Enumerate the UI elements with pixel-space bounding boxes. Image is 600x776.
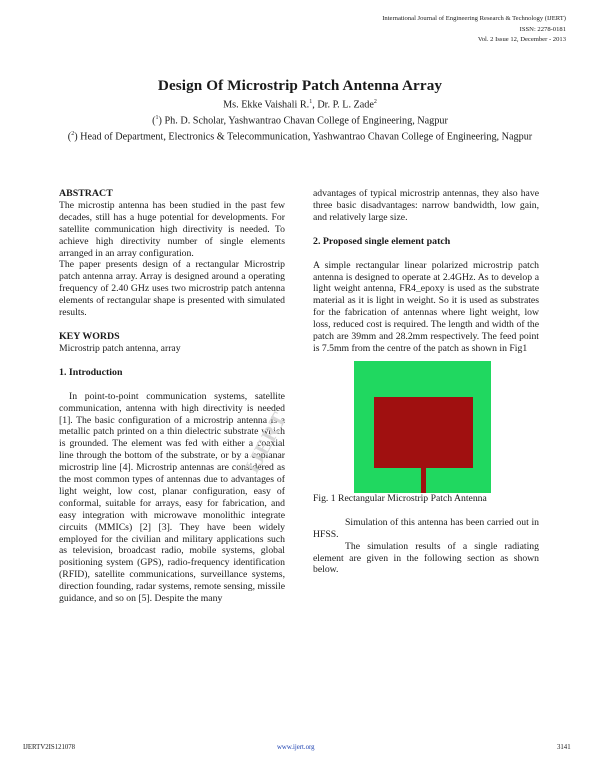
volume-issue: Vol. 2 Issue 12, December - 2013 <box>477 36 566 43</box>
abstract-paragraph-2: The paper presents design of a rectangular Microstrip patch antenna array. Array is designed around a operating frequency of 2.40 GHz uses two microstrip patch antenna elements of rectangular shape is presented with simulated results. <box>59 259 285 319</box>
keywords-heading: KEY WORDS <box>59 330 120 342</box>
author-names: Ms. Ekke Vaishali R.$^1$, Dr. P. L. Zade$^2$ <box>223 99 377 111</box>
abstract-heading: ABSTRACT <box>59 188 113 199</box>
introduction-heading: 1. Introduction <box>59 366 123 378</box>
right-column <box>313 188 539 576</box>
section-2-paragraph: A simple rectangular linear polarized microstrip patch antenna is designed to operate at 2.4GHz. As to develop a light weight antenna, FR4_epoxy is used as the substrate material as it is light in weight. So it is used as substrates for the fabrication of antennas where light weight, low loss, reduced cost is required. The length and width of the patch are 39mm and 28.2mm respectively. The feed point is 7.5mm from the centre of the patch as shown in Fig1 <box>313 259 539 354</box>
continuation-paragraph: advantages of typical microstrip antennas, they also have three basic disadvantages: narrow bandwidth, low gain, and relatively large size. <box>313 188 539 223</box>
footer-page-number: 3141 <box>557 744 571 751</box>
feed-line <box>421 468 426 493</box>
simulation-paragraph-2: The simulation results of a single radiating element are given in the following section as shown below. <box>313 540 539 576</box>
patch-element <box>374 397 473 468</box>
author-block <box>0 96 600 143</box>
figure-1-antenna <box>354 361 491 493</box>
journal-header <box>382 14 566 46</box>
figure-1-caption: Fig. 1 Rectangular Microstrip Patch Antenna <box>313 492 487 504</box>
issn: ISSN: 2278-0181 <box>519 25 566 33</box>
footer-paper-id: IJERTV2IS121078 <box>23 744 76 751</box>
affiliation-2: ($^2$) Head of Department, Electronics & Telecommunication, Yashwantrao Chavan College of Engineering, Nagpur <box>67 130 533 142</box>
left-column <box>59 188 285 605</box>
journal-name: International Journal of Engineering Research & Technology (IJERT) <box>382 15 566 22</box>
section-2-heading: 2. Proposed single element patch <box>313 235 451 247</box>
watermark: IJERT <box>239 407 292 478</box>
footer-website-link[interactable]: www.ijert.org <box>277 744 315 751</box>
abstract-paragraph-1: The microstip antenna has been studied in the past few decades, still has a huge potential for developments. For satellite communication high directivity is needed. To achieve high directivity number of single elements arranged in an array configuration. <box>59 199 285 259</box>
simulation-paragraph-1: Simulation of this antenna has been carried out in HFSS. <box>313 516 539 540</box>
paper-title: Design Of Microstrip Patch Antenna Array <box>157 77 443 94</box>
keywords-text: Microstrip patch antenna, array <box>59 342 181 354</box>
affiliation-1: ($^1$) Ph. D. Scholar, Yashwantrao Chavan College of Engineering, Nagpur <box>152 114 448 127</box>
introduction-paragraph: In point-to-point communication systems, satellite communication, antenna with high directivity is needed [1]. The basic configuration of a microstrip antenna is a metallic patch printed on a thin dielectric substrate which is grounded. The element was fed with either a coaxial line through the bottom of the substrate, or by a coplanar microstrip line [4]. Microstrip antennas are considered as the most common types of antennas due to advantages of light weight, low cost, planar configuration, easy of conformal, suitable for arrays, easy for fabrication, and easy integration with microwave monolithic integrate circuits (MMICs) [2] [3]. They have been widely employed for the civilian and military applications such as television, broadcast radio, mobile systems, global positioning system (GPS), radio-frequency identification (RFID), satellite communications, surveillance systems, direction founding, radar systems, remote sensing, missile guidance, and so on [5]. Despite the many <box>59 390 285 605</box>
